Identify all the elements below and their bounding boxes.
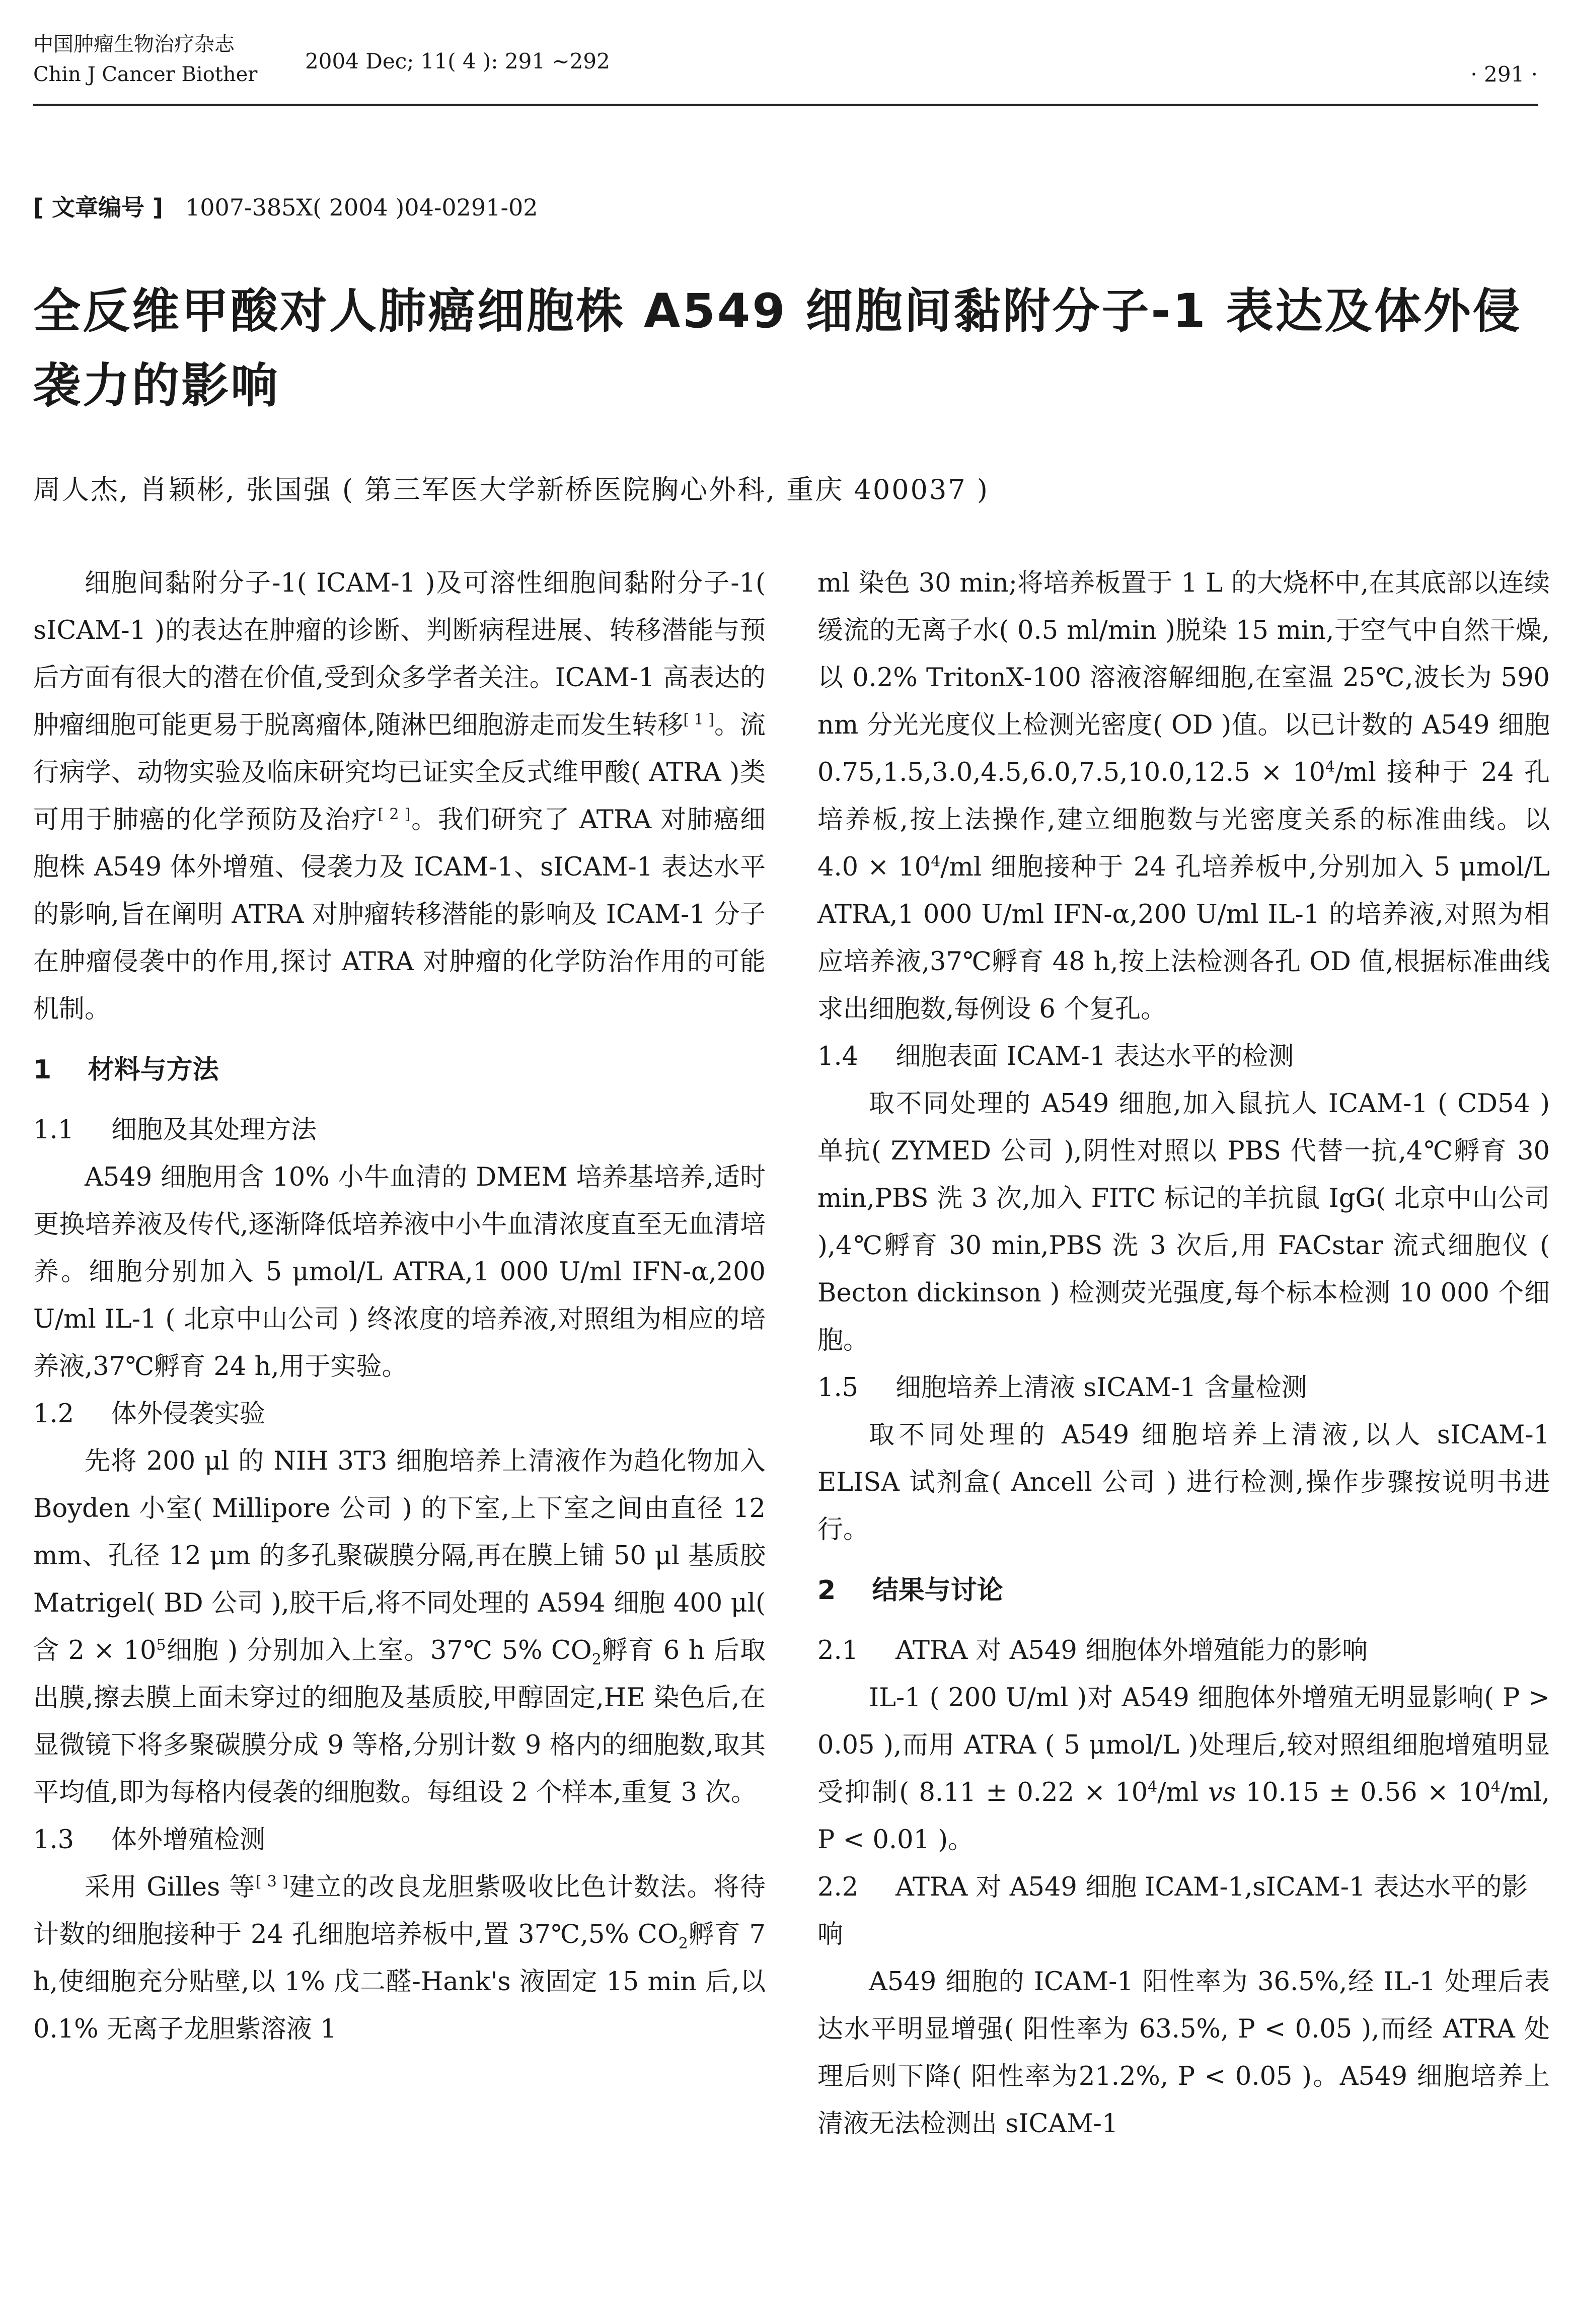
text-run: 先将 200 μl 的 NIH 3T3 细胞培养上清液作为趋化物加入 Boyden 小室( Millipore 公司 ) 的下室,上下室之间由直径 12 mm、孔径 12 μm 的多孔聚碳膜分隔,再在膜上铺 50 μl 基质胶 Matrigel( BD 公司 ),胶干后,将不同处理的 A594 细胞 400 μl( 含 2 × 10 — [33, 1446, 766, 1665]
section-1-3-text — [33, 1864, 766, 2053]
section-2-1-heading — [817, 1627, 1550, 1675]
text-run: 采用 Gilles 等 — [85, 1872, 256, 1902]
section-1-1-heading — [33, 1107, 766, 1154]
section-number: 1.2 — [33, 1399, 74, 1429]
superscript: 5 — [156, 1636, 166, 1654]
superscript: 4 — [1325, 758, 1335, 776]
journal-name-en: Chin J Cancer Biother — [33, 63, 258, 86]
section-2-2-heading — [817, 1864, 1550, 1958]
section-1-2-heading — [33, 1391, 766, 1438]
text-run: 10.15 ± 0.56 × 10 — [1236, 1778, 1491, 1807]
superscript: 4 — [931, 853, 941, 870]
italic-vs: vs — [1208, 1778, 1236, 1807]
subscript: 2 — [591, 1651, 602, 1669]
text-run: 。我们研究了 ATRA 对肺癌细胞株 A549 体外增殖、侵袭力及 ICAM-1、sICAM-1 表达水平的影响,旨在阐明 ATRA 对肿瘤转移潜能的影响及 ICAM-1 分子在肿瘤侵袭中的作用,探讨 ATRA 对肿瘤的化学防治作用的可能机制。 — [33, 805, 766, 1024]
section-number: 2.1 — [817, 1636, 859, 1665]
section-2-heading — [817, 1554, 1550, 1627]
text-run: 。流行病学、动物实验及临床研究均已证实全反式维甲酸( ATRA )类可用于肺癌的化学预防及治疗 — [33, 710, 766, 835]
authors: 周人杰, 肖颖彬, 张国强 ( 第三军医大学新桥医院胸心外科, 重庆 400037 ) — [33, 474, 989, 505]
article-title: 全反维甲酸对人肺癌细胞株 A549 细胞间黏附分子-1 表达及体外侵袭力的影响 — [33, 284, 1522, 413]
issue-info: 2004 Dec; 11( 4 ): 291 ~292 — [305, 49, 610, 74]
journal-header — [33, 29, 257, 90]
section-1-3-continued — [817, 560, 1550, 1033]
text-run: /ml 细胞接种于 24 孔培养板中,分别加入 5 μmol/L ATRA,1 000 U/ml IFN-α,200 U/ml IL-1 的培养液,对照为相应培养液,37℃孵育 48 h,按上法检测各孔 OD 值,根据标准曲线求出细胞数,每例设 6 个复孔。 — [817, 852, 1550, 1024]
section-number: 2 — [817, 1575, 836, 1606]
section-title: ATRA 对 A549 细胞体外增殖能力的影响 — [895, 1636, 1368, 1665]
section-title: 结果与讨论 — [872, 1575, 1003, 1606]
section-2-1-text — [817, 1675, 1550, 1864]
superscript: 4 — [1490, 1778, 1501, 1796]
section-1-4-heading — [817, 1033, 1550, 1080]
reference-3: [ 3 ] — [255, 1873, 288, 1891]
section-title: ATRA 对 A549 细胞 ICAM-1,sICAM-1 表达水平的影响 — [817, 1872, 1528, 1949]
section-1-5-text: 取不同处理的 A549 细胞培养上清液,以人 sICAM-1 ELISA 试剂盒( Ancell 公司 ) 进行检测,操作步骤按说明书进行。 — [817, 1420, 1550, 1545]
section-title: 细胞及其处理方法 — [111, 1115, 317, 1145]
text-run: ml 染色 30 min;将培养板置于 1 L 的大烧杯中,在其底部以连续缓流的无离子水( 0.5 ml/min )脱染 15 min,于空气中自然干燥,以 0.2% TritonX-100 溶液溶解细胞,在室温 25℃,波长为 590 nm 分光光度仪上检测光密度( OD )值。以已计数的 A549 细胞 0.75,1.5,3.0,4.5,6.0,7.5,10.0,12.5 × 10 — [817, 568, 1550, 787]
text-run: IL-1 ( 200 U/ml )对 A549 细胞体外增殖无明显影响( P > 0.05 ),而用 ATRA ( 5 μmol/L )处理后,较对照组细胞增殖明显受抑制( 8.11 ± 0.22 × 10 — [817, 1683, 1550, 1807]
section-1-5-heading — [817, 1364, 1550, 1412]
section-title: 材料与方法 — [88, 1055, 219, 1085]
section-1-3-heading — [33, 1817, 766, 1864]
section-2-2-text: A549 细胞的 ICAM-1 阳性率为 36.5%,经 IL-1 处理后表达水平明显增强( 阳性率为 63.5%, P < 0.05 ),而经 ATRA 处理后则下降( 阳性率为21.2%, P < 0.05 )。A549 细胞培养上清液无法检测出 sICAM-1 — [817, 1967, 1550, 2139]
section-1-heading — [33, 1033, 766, 1107]
header-rule — [33, 104, 1538, 106]
section-number: 1.3 — [33, 1825, 74, 1855]
section-1-4-text: 取不同处理的 A549 细胞,加入鼠抗人 ICAM-1 ( CD54 ) 单抗( ZYMED 公司 ),阴性对照以 PBS 代替一抗,4℃孵育 30 min,PBS 洗 3 次,加入 FITC 标记的羊抗鼠 IgG( 北京中山公司 ),4℃孵育 30 min,PBS 洗 3 次后,用 FACstar 流式细胞仪 ( Becton dickinson ) 检测荧光强度,每个标本检测 10 000 个细胞。 — [817, 1089, 1550, 1355]
text-run: 细胞 ) 分别加入上室。37℃ 5% CO — [166, 1636, 592, 1665]
text-run: /ml, P < 0.01 )。 — [817, 1778, 1550, 1855]
section-number: 1.5 — [817, 1373, 859, 1403]
left-column — [33, 560, 766, 2053]
section-number: 1.1 — [33, 1115, 74, 1145]
journal-name-cn: 中国肿瘤生物治疗杂志 — [33, 33, 235, 56]
section-number: 2.2 — [817, 1872, 859, 1902]
text-run: 孵育 6 h 后取出膜,擦去膜上面未穿过的细胞及基质胶,甲醇固定,HE 染色后,在显微镜下将多聚碳膜分成 9 等格,分别计数 9 格内的细胞数,取其平均值,即为每格内侵袭的细胞数。每组设 2 个样本,重复 3 次。 — [33, 1636, 766, 1807]
text-run: 孵育 7 h,使细胞充分贴壁,以 1% 戊二醛-Hank's 液固定 15 min 后,以 0.1% 无离子龙胆紫溶液 1 — [33, 1920, 766, 2044]
article-number — [33, 189, 538, 223]
section-title: 体外侵袭实验 — [111, 1399, 266, 1429]
subscript: 2 — [678, 1935, 688, 1953]
text-run: 细胞间黏附分子-1( ICAM-1 )及可溶性细胞间黏附分子-1( sICAM-1 )的表达在肿瘤的诊断、判断病程进展、转移潜能与预后方面有很大的潜在价值,受到众多学者关注。ICAM-1 高表达的肿瘤细胞可能更易于脱离瘤体,随淋巴细胞游走而发生转移 — [33, 568, 766, 740]
article-number-value: 1007-385X( 2004 )04-0291-02 — [185, 194, 538, 221]
superscript: 4 — [1148, 1778, 1158, 1796]
text-run: 建立的改良龙胆紫吸收比色计数法。将待计数的细胞接种于 24 孔细胞培养板中,置 37℃,5% CO — [33, 1872, 766, 1949]
page-number: · 291 · — [1470, 62, 1538, 87]
section-number: 1.4 — [817, 1042, 859, 1071]
section-title: 体外增殖检测 — [111, 1825, 266, 1855]
reference-1: [ 1 ] — [683, 711, 714, 729]
right-column — [817, 560, 1550, 2148]
intro-paragraph — [33, 560, 766, 1033]
section-title: 细胞培养上清液 sICAM-1 含量检测 — [895, 1373, 1307, 1403]
text-run: /ml — [1157, 1778, 1209, 1807]
section-1-2-text — [33, 1438, 766, 1817]
section-number: 1 — [33, 1055, 52, 1085]
reference-2: [ 2 ] — [378, 806, 411, 823]
section-1-1-text: A549 细胞用含 10% 小牛血清的 DMEM 培养基培养,适时更换培养液及传代,逐渐降低培养液中小牛血清浓度直至无血清培养。细胞分别加入 5 μmol/L ATRA,1 000 U/ml IFN-α,200 U/ml IL-1 ( 北京中山公司 ) 终浓度的培养液,对照组为相应的培养液,37℃孵育 24 h,用于实验。 — [33, 1163, 766, 1382]
section-title: 细胞表面 ICAM-1 表达水平的检测 — [895, 1042, 1294, 1071]
article-number-label: [ 文章编号 ] — [33, 194, 164, 221]
text-run: /ml 接种于 24 孔培养板,按上法操作,建立细胞数与光密度关系的标准曲线。以 4.0 × 10 — [817, 758, 1550, 882]
